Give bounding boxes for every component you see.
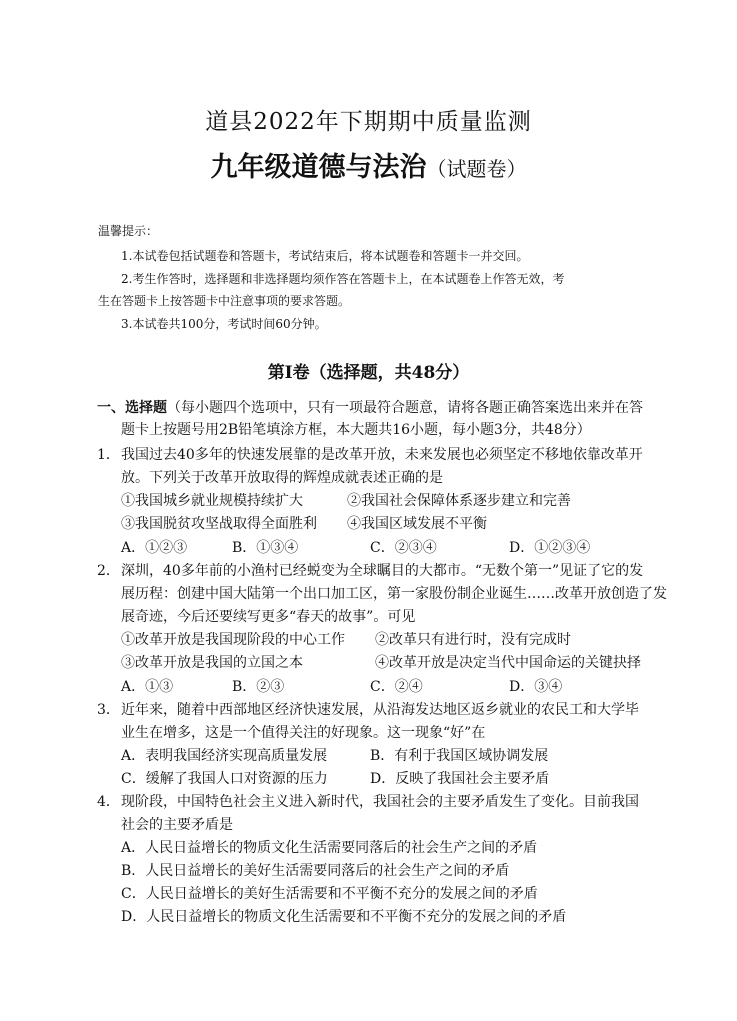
- question-4-number: 4．: [97, 794, 120, 810]
- question-2-statement-4: ④改革开放是决定当代中国命运的关键抉择: [375, 655, 641, 671]
- question-1-statement-3: ③我国脱贫攻坚战取得全面胜利: [121, 516, 317, 532]
- section-intro-line-1: [97, 397, 643, 417]
- tip-item-1: 1.本试卷包括试题卷和答题卡，考试结束后，将本试题卷和答题卡一并交回。: [121, 249, 529, 263]
- question-1-option-c: C．②③④: [370, 540, 437, 556]
- question-4-stem-line-2: 社会的主要矛盾是: [121, 817, 233, 833]
- tip-item-3: 3.本试卷共100分，考试时间60分钟。: [121, 317, 327, 331]
- tips-heading: 温馨提示：: [98, 224, 159, 238]
- question-4-option-b: B．人民日益增长的美好生活需要同落后的社会生产之间的矛盾: [121, 863, 510, 879]
- question-4-option-a: A．人民日益增长的物质文化生活需要同落后的社会生产之间的矛盾: [121, 840, 538, 856]
- question-1-option-a: A．①②③: [121, 540, 188, 556]
- subject-name: 九年级道德与法治: [210, 152, 427, 183]
- question-1-statement-1: ①我国城乡就业规模持续扩大: [121, 493, 303, 509]
- exam-subtitle: [0, 145, 737, 184]
- question-2-stem-line-2: 展历程：创建中国大陆第一个出口加工区，第一家股份制企业诞生……改革开放创造了发: [121, 586, 667, 602]
- question-1-statement-4: ④我国区域发展不平衡: [347, 516, 487, 532]
- question-2-option-b: B．②③: [232, 679, 285, 695]
- section-intro-line-2: 题卡上按题号用2B铅笔填涂方框，本大题共16小题，每小题3分，共48分）: [121, 422, 591, 438]
- tip-item-2-line-2: 生在答题卡上按答题卡中注意事项的要求答题。: [98, 294, 351, 308]
- question-4-stem-line-1: 现阶段，中国特色社会主义进入新时代，我国社会的主要矛盾发生了变化。目前我国: [121, 794, 639, 810]
- question-3-option-d: D．反映了我国社会主要矛盾: [370, 771, 550, 787]
- paper-type: （试题卷）: [426, 157, 527, 181]
- question-1-stem-line-1: 我国过去40多年的快速发展靠的是改革开放，未来发展也必须坚定不移地依靠改革开: [121, 447, 643, 463]
- question-1-option-b: B．①③④: [232, 540, 299, 556]
- question-3-option-c: C．缓解了我国人口对资源的压力: [121, 771, 328, 787]
- question-2-option-a: A．①③: [121, 679, 174, 695]
- question-1-statement-2: ②我国社会保障体系逐步建立和完善: [347, 493, 571, 509]
- question-2-stem-line-3: 展奇迹，今后还要续写更多“春天的故事”。可见: [121, 609, 416, 625]
- section-intro-text: （每小题四个选项中，只有一项最符合题意，请将各题正确答案选出来并在答: [167, 400, 643, 416]
- question-1-option-d: D．①②③④: [509, 540, 591, 556]
- section-intro-label: 一、选择题: [97, 400, 167, 416]
- question-3-number: 3．: [97, 702, 120, 718]
- question-2-stem-line-1: 深圳，40多年前的小渔村已经蜕变为全球瞩目的大都市。“无数个第一”见证了它的发: [121, 563, 644, 579]
- question-2-number: 2．: [97, 563, 120, 579]
- question-1-stem-line-2: 放。下列关于改革开放取得的辉煌成就表述正确的是: [121, 470, 443, 486]
- section-title: 第Ⅰ卷（选择题，共48分）: [267, 363, 470, 383]
- question-4-option-d: D．人民日益增长的物质文化生活需要和不平衡不充分的发展之间的矛盾: [121, 909, 567, 925]
- question-4-option-c: C．人民日益增长的美好生活需要和不平衡不充分的发展之间的矛盾: [121, 886, 538, 902]
- question-2-option-c: C．②④: [370, 679, 423, 695]
- question-2-statement-3: ③改革开放是我国的立国之本: [121, 655, 303, 671]
- question-3-option-a: A．表明我国经济实现高质量发展: [121, 748, 328, 764]
- question-3-option-b: B．有利于我国区域协调发展: [370, 748, 549, 764]
- tip-item-2-line-1: 2.考生作答时，选择题和非选择题均须作答在答题卡上，在本试题卷上作答无效，考: [121, 272, 565, 286]
- question-3-stem-line-1: 近年来，随着中西部地区经济快速发展，从沿海发达地区返乡就业的农民工和大学毕: [121, 702, 639, 718]
- question-2-statement-1: ①改革开放是我国现阶段的中心工作: [121, 632, 345, 648]
- question-3-stem-line-2: 业生在增多，这是一个值得关注的好现象。这一现象“好”在: [121, 725, 486, 741]
- question-2-option-d: D．③④: [509, 679, 563, 695]
- question-2-statement-2: ②改革只有进行时，没有完成时: [375, 632, 571, 648]
- exam-title: 道县2022年下期期中质量监测: [205, 109, 532, 135]
- question-1-number: 1．: [97, 447, 120, 463]
